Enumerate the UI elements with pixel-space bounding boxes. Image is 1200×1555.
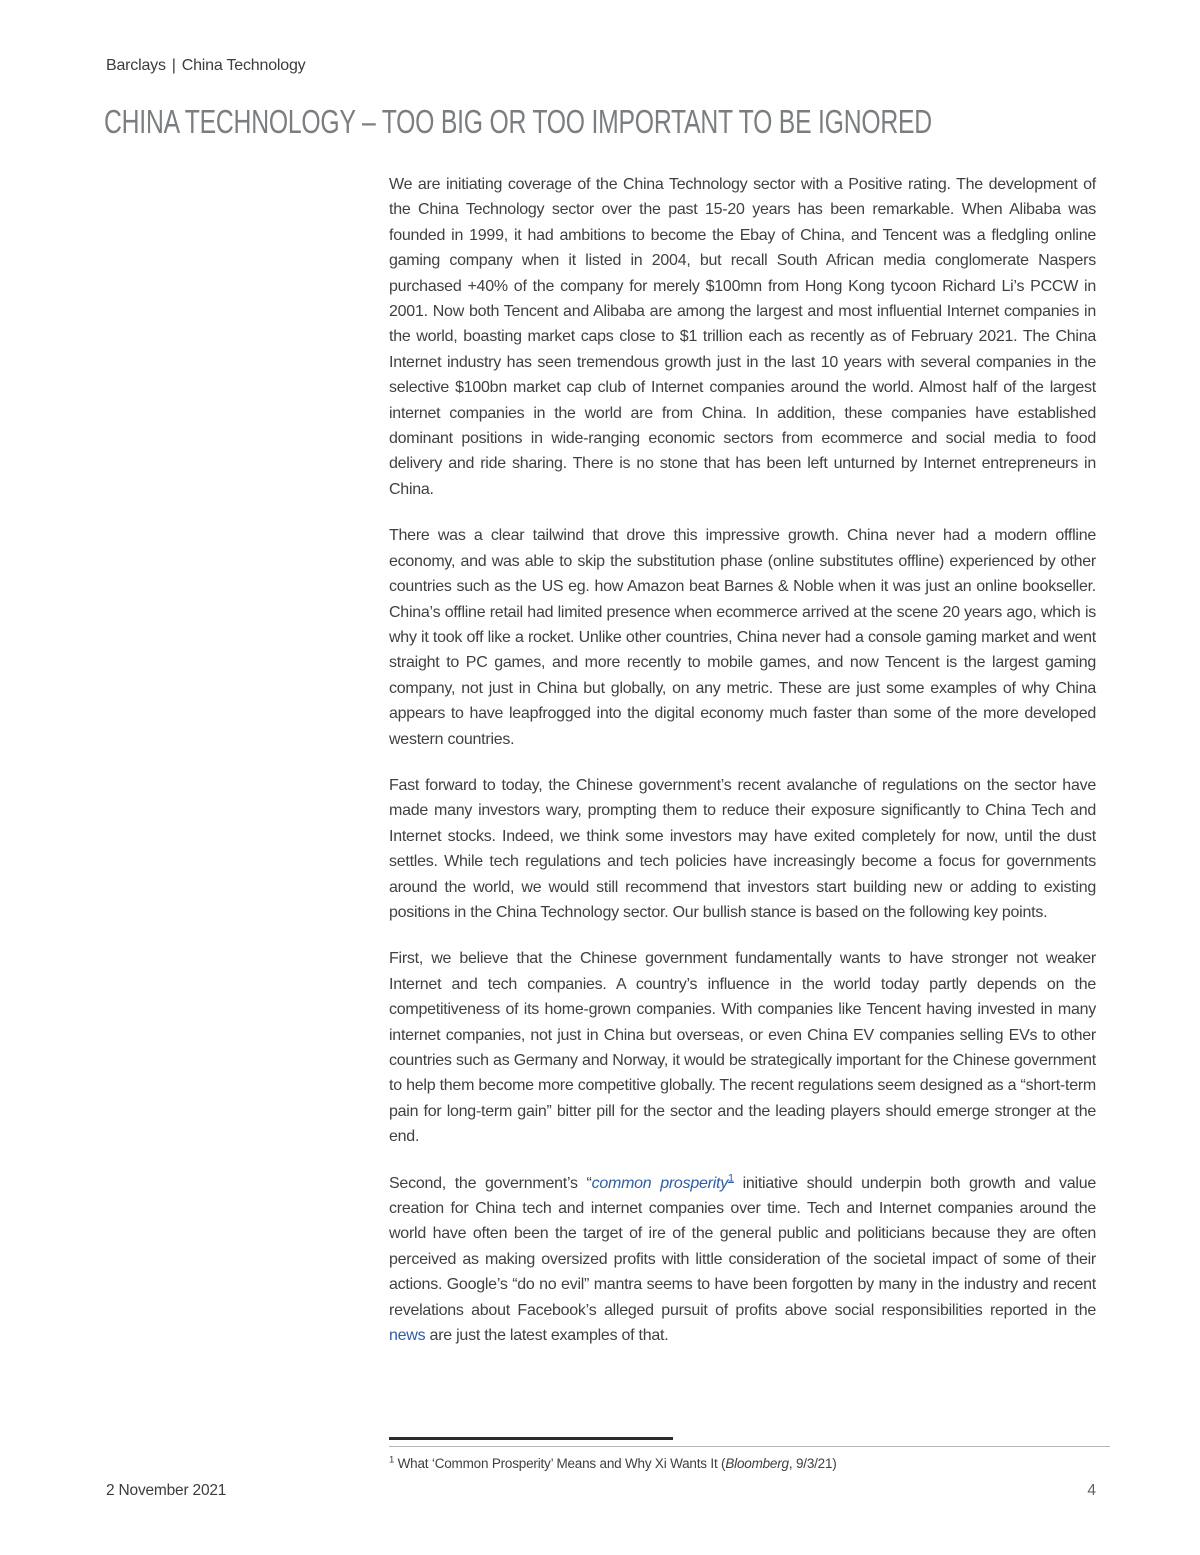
paragraph-text: initiative should underpin both growth and value creation for China tech and internet companies over time. Tech and Internet companies around the world have often been the target of ire of the general public and politicians because they are often perceived as making oversized profits with little consideration of the societal impact of some of their actions. Google’s “do no evil” mantra seems to have been forgotten by many in the industry and recent revelations about Facebook’s alleged pursuit of profits above social responsibilities reported in the xyxy=(389,1174,1097,1319)
paragraph-text: are just the latest examples of that. xyxy=(425,1327,669,1345)
common-prosperity-link[interactable]: common prosperity xyxy=(591,1174,728,1192)
header-divider: | xyxy=(171,57,176,74)
body-paragraph-5 xyxy=(389,1171,1096,1349)
footnote-1 xyxy=(389,1455,1096,1472)
footnote-text-end: , 9/3/21) xyxy=(788,1456,837,1471)
footnote-ref-1[interactable]: 1 xyxy=(727,1172,734,1185)
paragraph-text: Second, the government’s “ xyxy=(389,1174,592,1192)
page-number: 4 xyxy=(1087,1482,1096,1499)
body-paragraph-1: We are initiating coverage of the China Technology sector with a Positive rating. The development of the China Technology sector over the past 15-20 years has been remarkable. When Alibaba was founded in 1999, it had ambitions to become the Ebay of China, and Tencent was a fledgling online gaming company when it listed in 2004, but recall South African media conglomerate Naspers purchased +40% of the company for merely $100mn from Hong Kong tycoon Richard Li’s PCCW in 2001. Now both Tencent and Alibaba are among the largest and most influential Internet companies in the world, boasting market caps close to $1 trillion each as recently as of February 2021. The China Internet industry has seen tremendous growth just in the last 10 years with several companies in the selective $100bn market cap club of Internet companies around the world. Almost half of the largest internet companies in the world are from China. In addition, these companies have established dominant positions in wide-ranging economic sectors from ecommerce and social media to food delivery and ride sharing. There is no stone that has been left unturned by Internet entrepreneurs in China. xyxy=(389,176,1096,498)
footer-date: 2 November 2021 xyxy=(106,1482,227,1499)
footnote-text: What ‘Common Prosperity’ Means and Why Xi Wants It ( xyxy=(394,1456,726,1471)
brand-text: Barclays xyxy=(106,57,166,74)
footnote-separator-rule xyxy=(389,1437,673,1440)
page-title: CHINA TECHNOLOGY – TOO BIG OR TOO IMPORTANT TO BE IGNORED xyxy=(104,103,932,140)
footnote-source: Bloomberg xyxy=(725,1456,789,1471)
body-paragraph-2: There was a clear tailwind that drove this impressive growth. China never had a modern offline economy, and was able to skip the substitution phase (online substitutes offline) experienced by other countries such as the US eg. how Amazon beat Barnes & Noble when it was just an online bookseller. China’s offline retail had limited presence when ecommerce arrived at the scene 20 years ago, which is why it took off like a rocket. Unlike other countries, China never had a console gaming market and went straight to PC games, and more recently to mobile games, and now Tencent is the largest gaming company, not just in China but globally, on any metric. These are just some examples of why China appears to have leapfrogged into the digital economy much faster than some of the more developed western countries. xyxy=(389,527,1096,748)
body-paragraph-3: Fast forward to today, the Chinese government’s recent avalanche of regulations on the sector have made many investors wary, prompting them to reduce their exposure significantly to China Tech and Internet stocks. Indeed, we think some investors may have exited completely for now, until the dust settles. While tech regulations and tech policies have increasingly become a focus for governments around the world, we would still recommend that investors start building new or adding to existing positions in the China Technology sector. Our bullish stance is based on the following key points. xyxy=(389,776,1096,921)
body-content xyxy=(389,172,1096,1348)
footnote-number: 1 xyxy=(389,1454,395,1466)
report-header xyxy=(106,57,305,75)
header-section-text: China Technology xyxy=(181,57,306,74)
body-paragraph-4: First, we believe that the Chinese government fundamentally wants to have stronger not weaker Internet and tech companies. A country’s influence in the world today partly depends on the competitiveness of its home-grown companies. With companies like Tencent having invested in many internet companies, not just in China but overseas, or even China EV companies selling EVs to other countries such as Germany and Norway, it would be strategically important for the Chinese government to help them become more competitive globally. The recent regulations seem designed as a “short-term pain for long-term gain” bitter pill for the sector and the leading players should emerge stronger at the end. xyxy=(389,950,1096,1146)
footer-divider-rule xyxy=(389,1446,1110,1447)
news-link[interactable]: news xyxy=(389,1327,426,1345)
